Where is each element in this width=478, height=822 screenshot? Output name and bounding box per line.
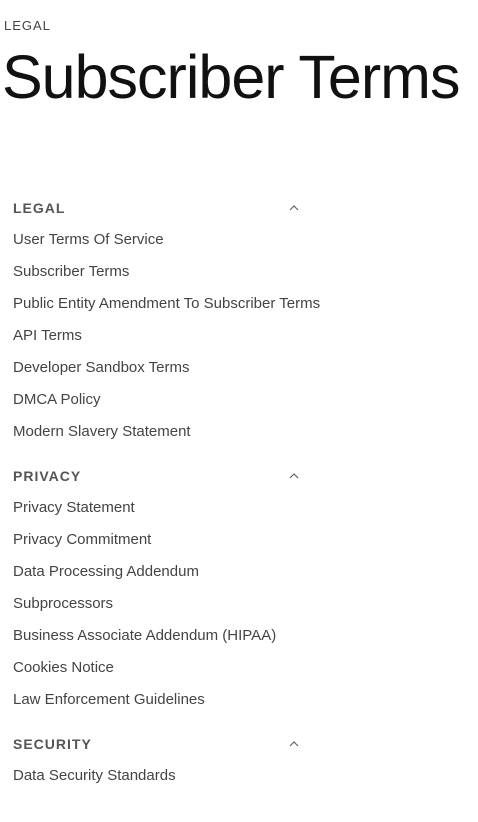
nav-item-law-enforcement-guidelines[interactable]: Law Enforcement Guidelines — [13, 691, 205, 708]
page-title: Subscriber Terms — [2, 43, 460, 111]
nav-item-subscriber-terms[interactable]: Subscriber Terms — [13, 263, 130, 280]
page-eyebrow: LEGAL — [4, 18, 51, 33]
nav-section-legal-header[interactable] — [13, 192, 303, 224]
nav-item-api-terms[interactable]: API Terms — [13, 327, 82, 344]
nav-item-subprocessors[interactable]: Subprocessors — [13, 595, 114, 612]
nav-section-legal — [13, 192, 321, 448]
nav-section-title: SECURITY — [13, 736, 92, 752]
nav-section-title: PRIVACY — [13, 468, 82, 484]
nav-item-cookies-notice[interactable]: Cookies Notice — [13, 659, 114, 676]
nav-item-business-associate-addendum[interactable]: Business Associate Addendum (HIPAA) — [13, 627, 277, 644]
nav-item-privacy-commitment[interactable]: Privacy Commitment — [13, 531, 152, 548]
chevron-up-icon[interactable] — [287, 737, 301, 751]
nav-item-public-entity-amendment[interactable]: Public Entity Amendment To Subscriber Terms — [13, 295, 321, 312]
nav-item-developer-sandbox-terms[interactable]: Developer Sandbox Terms — [13, 359, 190, 376]
nav-item-dmca-policy[interactable]: DMCA Policy — [13, 391, 101, 408]
legal-sidebar-nav — [13, 192, 321, 804]
nav-section-security-header[interactable] — [13, 728, 303, 760]
nav-item-user-terms-of-service[interactable]: User Terms Of Service — [13, 231, 164, 248]
nav-section-privacy-header[interactable] — [13, 460, 303, 492]
nav-item-modern-slavery-statement[interactable]: Modern Slavery Statement — [13, 423, 191, 440]
chevron-up-icon[interactable] — [287, 469, 301, 483]
nav-section-privacy — [13, 460, 303, 716]
chevron-up-icon[interactable] — [287, 201, 301, 215]
nav-section-security — [13, 728, 303, 792]
nav-item-privacy-statement[interactable]: Privacy Statement — [13, 499, 135, 516]
nav-item-data-processing-addendum[interactable]: Data Processing Addendum — [13, 563, 199, 580]
nav-section-title: LEGAL — [13, 200, 66, 216]
nav-item-data-security-standards[interactable]: Data Security Standards — [13, 767, 176, 784]
